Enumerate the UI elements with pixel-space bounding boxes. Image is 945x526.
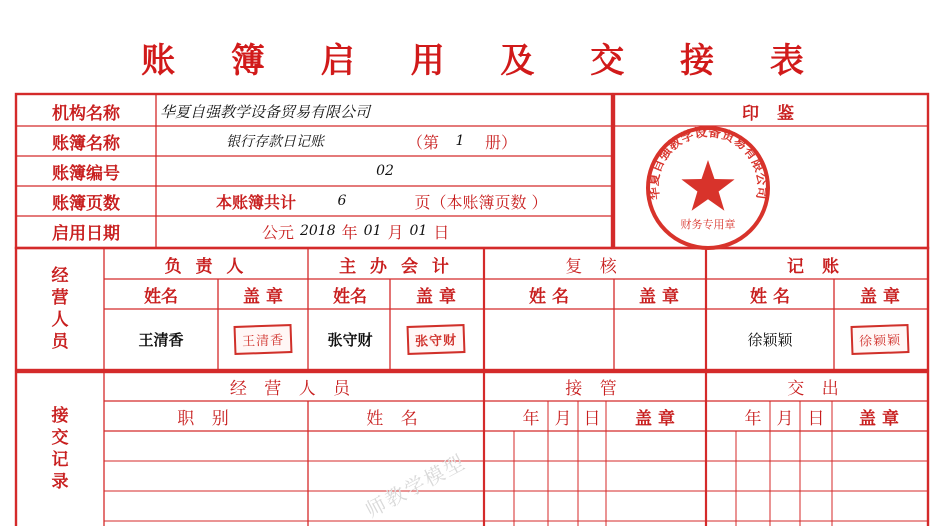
bookkeeper-stamp-cell — [834, 309, 926, 369]
date-label: 启用日期 — [52, 223, 120, 244]
hand-day: 日 — [807, 408, 825, 429]
company-seal — [638, 124, 778, 250]
col-seal-1: 盖 章 — [243, 286, 283, 307]
date-year: 2018 — [300, 223, 336, 239]
receive-seal: 盖 章 — [635, 408, 675, 429]
org-value: 华夏自强教学设备贸易有限公司 — [160, 102, 371, 121]
volume-prefix: （第 — [406, 132, 439, 152]
svg-text:财务专用章: 财务专用章 — [680, 218, 736, 231]
col-name-4: 姓 名 — [750, 286, 790, 307]
month-char: 月 — [387, 222, 404, 242]
col-handover-name: 姓 名 — [366, 408, 424, 429]
group-chief-accountant: 主 办 会 计 — [339, 257, 453, 277]
col-seal-2: 盖 章 — [416, 286, 456, 307]
hand-year: 年 — [744, 408, 762, 429]
receive-month: 月 — [554, 408, 572, 429]
receive-year: 年 — [522, 408, 540, 429]
manager-name: 王清香 — [138, 330, 184, 349]
pages-suffix: 页（本账簿页数 ） — [414, 192, 548, 212]
date-month: 01 — [363, 223, 382, 239]
bookkeeper-stamp: 徐颖颖 — [850, 323, 909, 354]
volume-value: 1 — [455, 133, 465, 149]
date-era: 公元 — [262, 222, 295, 242]
seal-header: 印 鉴 — [742, 103, 800, 124]
col-name-2: 姓名 — [333, 286, 367, 307]
book-name-label: 账簿名称 — [52, 133, 120, 154]
book-name-value: 银行存款日记账 — [226, 134, 324, 150]
org-label: 机构名称 — [52, 103, 120, 124]
receive-day: 日 — [583, 408, 601, 429]
hand-month: 月 — [776, 408, 794, 429]
col-seal-3: 盖 章 — [639, 286, 679, 307]
pages-prefix: 本账簿共计 — [215, 192, 296, 212]
year-char: 年 — [341, 222, 358, 242]
day-char: 日 — [433, 222, 450, 242]
accountant-stamp-cell — [390, 309, 482, 369]
staff-side-label: 经 营 人 员 — [51, 266, 69, 352]
start-date — [262, 216, 502, 246]
col-seal-4: 盖 章 — [860, 286, 900, 307]
pages-value: 6 — [337, 193, 347, 209]
pages-label: 账簿页数 — [52, 193, 120, 214]
handover-side-label: 接 交 记 录 — [51, 406, 69, 492]
page-title: 账 簿 启 用 及 交 接 表 — [141, 41, 826, 81]
manager-stamp-cell — [218, 309, 308, 369]
accountant-name: 张守财 — [327, 330, 373, 349]
group-bookkeeper: 记 账 — [787, 257, 845, 277]
svg-text:华夏自强教学设备贸易有限公司: 华夏自强教学设备贸易有限公司 — [645, 124, 771, 201]
hand-seal: 盖 章 — [859, 408, 899, 429]
manager-stamp: 王清香 — [233, 323, 292, 354]
col-name-3: 姓 名 — [529, 286, 569, 307]
col-position: 职 别 — [177, 408, 235, 429]
col-name-1: 姓名 — [144, 286, 178, 307]
group-reviewer: 复 核 — [565, 257, 623, 277]
book-no-label: 账簿编号 — [52, 163, 120, 184]
group-manager: 负 责 人 — [164, 257, 248, 277]
date-day: 01 — [409, 223, 428, 239]
bookkeeper-name: 徐颖颖 — [747, 330, 793, 349]
watermark: 师教学模型 — [361, 449, 470, 523]
accountant-stamp: 张守财 — [406, 323, 465, 354]
group-receive: 接 管 — [565, 379, 623, 399]
volume-suffix: 册） — [484, 132, 517, 152]
book-no-value: 02 — [376, 163, 394, 179]
group-handover-staff: 经 营 人 员 — [229, 379, 357, 399]
group-hand-over: 交 出 — [787, 379, 845, 399]
